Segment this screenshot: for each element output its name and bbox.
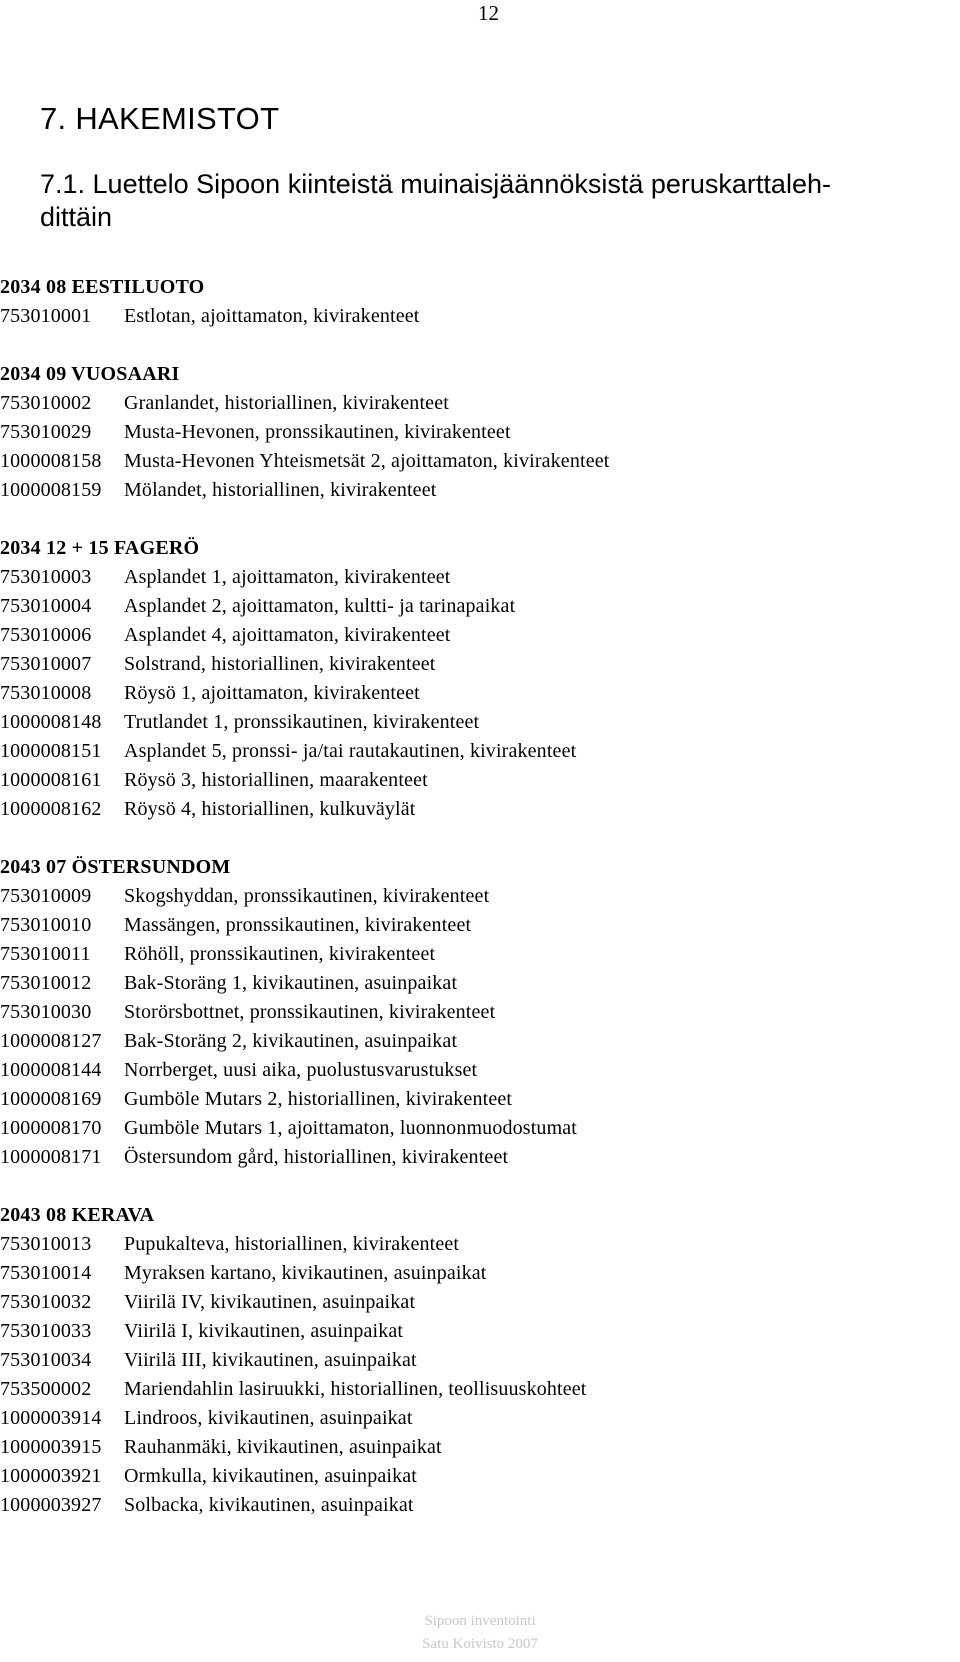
site-description: Ormkulla, kivikautinen, asuinpaikat (124, 1465, 417, 1487)
site-entry (0, 679, 960, 708)
site-description: Röysö 3, historiallinen, maarakenteet (124, 769, 428, 791)
footer-line-1: Sipoon inventointi (424, 1613, 536, 1629)
site-entry (0, 1143, 960, 1172)
site-entry (0, 1056, 960, 1085)
site-entry (0, 737, 960, 766)
site-code: 1000008158 (0, 450, 102, 472)
site-code: 1000003915 (0, 1436, 102, 1458)
page-footer (0, 1610, 960, 1656)
site-description: Norrberget, uusi aika, puolustusvarustukset (124, 1059, 478, 1081)
page-number: 12 (478, 1, 499, 25)
site-description: Musta-Hevonen, pronssikautinen, kivirakenteet (124, 421, 511, 443)
site-description: Mölandet, historiallinen, kivirakenteet (124, 479, 437, 501)
site-description: Skogshyddan, pronssikautinen, kivirakenteet (124, 885, 490, 907)
map-sheet-title: 2043 08 KERAVA (0, 1204, 155, 1226)
section-heading (40, 168, 940, 234)
site-description: Trutlandet 1, pronssikautinen, kivirakenteet (124, 711, 480, 733)
map-sheet-group (0, 1201, 960, 1520)
site-description: Röysö 1, ajoittamaton, kivirakenteet (124, 682, 420, 704)
site-entry (0, 447, 960, 476)
site-entry (0, 708, 960, 737)
site-code: 753010006 (0, 624, 92, 646)
site-description: Storörsbottnet, pronssikautinen, kivirakenteet (124, 1001, 496, 1023)
site-code: 1000003921 (0, 1465, 102, 1487)
site-entry (0, 563, 960, 592)
site-code: 753010013 (0, 1233, 92, 1255)
site-code: 1000008170 (0, 1117, 102, 1139)
site-entry (0, 1346, 960, 1375)
site-entry (0, 998, 960, 1027)
site-code: 753010002 (0, 392, 92, 414)
map-sheet-group (0, 273, 960, 331)
site-entry (0, 969, 960, 998)
site-description: Bak-Storäng 2, kivikautinen, asuinpaikat (124, 1030, 458, 1052)
site-code: 753010014 (0, 1262, 92, 1284)
site-code: 1000008169 (0, 1088, 102, 1110)
site-code: 1000008161 (0, 769, 102, 791)
site-entry (0, 1462, 960, 1491)
map-sheet-group (0, 360, 960, 505)
site-code: 753010034 (0, 1349, 92, 1371)
map-sheet-group (0, 853, 960, 1172)
site-code: 753010030 (0, 1001, 92, 1023)
site-description: Östersundom gård, historiallinen, kivirakenteet (124, 1146, 509, 1168)
site-entry (0, 1114, 960, 1143)
site-entry (0, 911, 960, 940)
site-description: Viirilä IV, kivikautinen, asuinpaikat (124, 1291, 416, 1313)
site-code: 753500002 (0, 1378, 92, 1400)
site-description: Musta-Hevonen Yhteismetsät 2, ajoittamaton, kivirakenteet (124, 450, 610, 472)
map-sheet-list (0, 273, 960, 1549)
site-code: 1000008171 (0, 1146, 102, 1168)
site-description: Asplandet 4, ajoittamaton, kivirakenteet (124, 624, 451, 646)
site-code: 753010010 (0, 914, 92, 936)
site-description: Solbacka, kivikautinen, asuinpaikat (124, 1494, 414, 1516)
site-entry (0, 302, 960, 331)
site-code: 753010001 (0, 305, 92, 327)
footer-line-2: Satu Koivisto 2007 (422, 1636, 538, 1652)
site-description: Bak-Storäng 1, kivikautinen, asuinpaikat (124, 972, 458, 994)
site-description: Estlotan, ajoittamaton, kivirakenteet (124, 305, 420, 327)
site-description: Gumböle Mutars 1, ajoittamaton, luonnonmuodostumat (124, 1117, 578, 1139)
site-entry (0, 621, 960, 650)
site-code: 753010011 (0, 943, 91, 965)
site-code: 753010029 (0, 421, 92, 443)
site-description: Viirilä I, kivikautinen, asuinpaikat (124, 1320, 404, 1342)
site-code: 1000003914 (0, 1407, 102, 1429)
site-code: 1000003927 (0, 1494, 102, 1516)
chapter-heading: 7. HAKEMISTOT (40, 101, 280, 136)
site-code: 753010032 (0, 1291, 92, 1313)
site-description: Solstrand, historiallinen, kivirakenteet (124, 653, 436, 675)
site-entry (0, 476, 960, 505)
map-sheet-title: 2034 12 + 15 FAGERÖ (0, 537, 200, 559)
site-code: 753010033 (0, 1320, 92, 1342)
site-entry (0, 1288, 960, 1317)
site-description: Asplandet 1, ajoittamaton, kivirakenteet (124, 566, 451, 588)
site-description: Asplandet 5, pronssi- ja/tai rautakautinen, kivirakenteet (124, 740, 577, 762)
site-entry (0, 650, 960, 679)
site-description: Gumböle Mutars 2, historiallinen, kivirakenteet (124, 1088, 513, 1110)
site-code: 1000008159 (0, 479, 102, 501)
site-entry (0, 1404, 960, 1433)
site-description: Myraksen kartano, kivikautinen, asuinpaikat (124, 1262, 487, 1284)
site-code: 753010012 (0, 972, 92, 994)
site-code: 1000008162 (0, 798, 102, 820)
map-sheet-title: 2034 09 VUOSAARI (0, 363, 180, 385)
site-entry (0, 1491, 960, 1520)
site-code: 1000008127 (0, 1030, 102, 1052)
site-description: Granlandet, historiallinen, kivirakenteet (124, 392, 449, 414)
site-description: Asplandet 2, ajoittamaton, kultti- ja tarinapaikat (124, 595, 516, 617)
map-sheet-title: 2034 08 EESTILUOTO (0, 276, 205, 298)
site-code: 753010007 (0, 653, 92, 675)
map-sheet-group (0, 534, 960, 824)
site-code: 1000008144 (0, 1059, 102, 1081)
site-entry (0, 882, 960, 911)
site-entry (0, 940, 960, 969)
site-entry (0, 1027, 960, 1056)
site-entry (0, 1317, 960, 1346)
site-entry (0, 766, 960, 795)
section-heading-line-2: dittäin (40, 202, 113, 232)
site-description: Massängen, pronssikautinen, kivirakenteet (124, 914, 472, 936)
site-entry (0, 795, 960, 824)
site-description: Röhöll, pronssikautinen, kivirakenteet (124, 943, 436, 965)
site-entry (0, 1230, 960, 1259)
site-description: Röysö 4, historiallinen, kulkuväylät (124, 798, 416, 820)
site-description: Rauhanmäki, kivikautinen, asuinpaikat (124, 1436, 442, 1458)
site-entry (0, 1259, 960, 1288)
map-sheet-title: 2043 07 ÖSTERSUNDOM (0, 856, 231, 878)
site-description: Mariendahlin lasiruukki, historiallinen, teollisuuskohteet (124, 1378, 587, 1400)
site-description: Pupukalteva, historiallinen, kivirakenteet (124, 1233, 460, 1255)
section-heading-line-1: 7.1. Luettelo Sipoon kiinteistä muinaisjäännöksistä peruskarttaleh- (40, 169, 831, 199)
site-code: 1000008151 (0, 740, 102, 762)
site-entry (0, 592, 960, 621)
site-entry (0, 389, 960, 418)
site-code: 753010009 (0, 885, 92, 907)
site-code: 753010004 (0, 595, 92, 617)
site-entry (0, 418, 960, 447)
site-description: Lindroos, kivikautinen, asuinpaikat (124, 1407, 413, 1429)
site-code: 1000008148 (0, 711, 102, 733)
site-entry (0, 1085, 960, 1114)
site-entry (0, 1375, 960, 1404)
site-code: 753010008 (0, 682, 92, 704)
site-code: 753010003 (0, 566, 92, 588)
site-entry (0, 1433, 960, 1462)
site-description: Viirilä III, kivikautinen, asuinpaikat (124, 1349, 417, 1371)
